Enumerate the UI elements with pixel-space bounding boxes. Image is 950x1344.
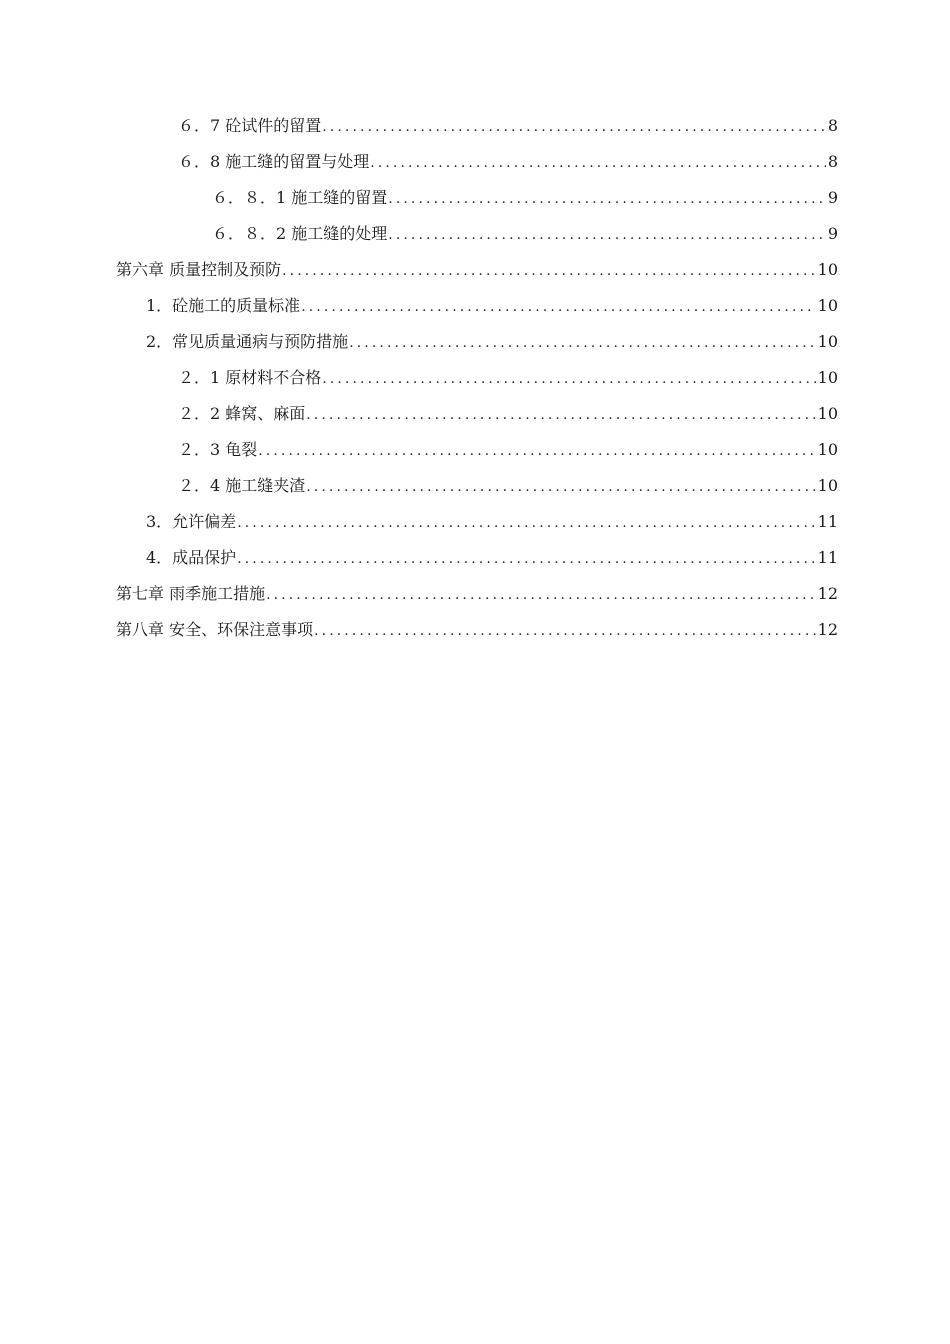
toc-dot-leader: [266, 577, 816, 613]
toc-entry-title: ２．4 施工缝夹渣: [178, 476, 306, 495]
toc-entry-page: 9: [827, 224, 838, 243]
toc-dot-leader: [306, 397, 815, 433]
toc-entry[interactable]: [116, 108, 838, 144]
toc-entry-title: 1．砼施工的质量标准: [146, 296, 301, 315]
toc-entry-title: ２．3 龟裂: [178, 440, 258, 459]
toc-entry-title: 第六章 质量控制及预防: [116, 260, 282, 279]
toc-entry-title: 第八章 安全、环保注意事项: [116, 620, 314, 639]
toc-entry[interactable]: [116, 252, 838, 288]
toc-entry[interactable]: [116, 360, 838, 396]
toc-entry[interactable]: [116, 144, 838, 180]
toc-entry-title: 3．允许偏差: [146, 512, 237, 531]
toc-entry-page: 11: [817, 512, 838, 531]
toc-entry-page: 10: [817, 332, 838, 351]
toc-entry-title: ６．８．2 施工缝的处理: [212, 224, 388, 243]
toc-entry-title: 第七章 雨季施工措施: [116, 584, 266, 603]
toc-entry-page: 12: [817, 620, 838, 639]
toc-entry[interactable]: [116, 540, 838, 576]
toc-dot-leader: [237, 505, 815, 541]
toc-dot-leader: [258, 433, 815, 469]
toc-entry[interactable]: [116, 180, 838, 216]
toc-entry[interactable]: [116, 324, 838, 360]
toc-entry-title: ６．8 施工缝的留置与处理: [178, 152, 370, 171]
toc-entry[interactable]: [116, 468, 838, 504]
toc-dot-leader: [282, 253, 816, 289]
toc-dot-leader: [388, 181, 826, 217]
toc-dot-leader: [306, 469, 815, 505]
toc-entry-title: ２．2 蜂窝、麻面: [178, 404, 306, 423]
toc-entry[interactable]: [116, 288, 838, 324]
toc-entry-title: ６．7 砼试件的留置: [178, 116, 322, 135]
toc-entry[interactable]: [116, 504, 838, 540]
toc-dot-leader: [314, 613, 816, 649]
toc-dot-leader: [388, 217, 826, 253]
toc-entry-page: 8: [827, 152, 838, 171]
toc-entry-page: 10: [817, 440, 838, 459]
toc-entry-page: 8: [827, 116, 838, 135]
toc-entry-page: 9: [827, 188, 838, 207]
toc-dot-leader: [370, 145, 826, 181]
toc-dot-leader: [237, 541, 815, 577]
toc-entry[interactable]: [116, 576, 838, 612]
toc-entry-page: 10: [817, 404, 838, 423]
toc-entry-page: 11: [817, 548, 838, 567]
toc-entry-title: ６．８．1 施工缝的留置: [212, 188, 388, 207]
toc-entry-title: 4．成品保护: [146, 548, 237, 567]
table-of-contents: [116, 108, 838, 648]
toc-dot-leader: [322, 361, 815, 397]
toc-entry-page: 10: [817, 260, 838, 279]
toc-entry[interactable]: [116, 216, 838, 252]
toc-entry-page: 10: [817, 368, 838, 387]
toc-dot-leader: [349, 325, 815, 361]
toc-entry-page: 10: [817, 476, 838, 495]
toc-entry-page: 10: [817, 296, 838, 315]
toc-dot-leader: [322, 109, 826, 145]
toc-entry[interactable]: [116, 396, 838, 432]
toc-entry-page: 12: [817, 584, 838, 603]
toc-dot-leader: [301, 289, 815, 325]
toc-entry-title: ２．1 原材料不合格: [178, 368, 322, 387]
toc-entry[interactable]: [116, 612, 838, 648]
toc-entry-title: 2．常见质量通病与预防措施: [146, 332, 349, 351]
toc-entry[interactable]: [116, 432, 838, 468]
